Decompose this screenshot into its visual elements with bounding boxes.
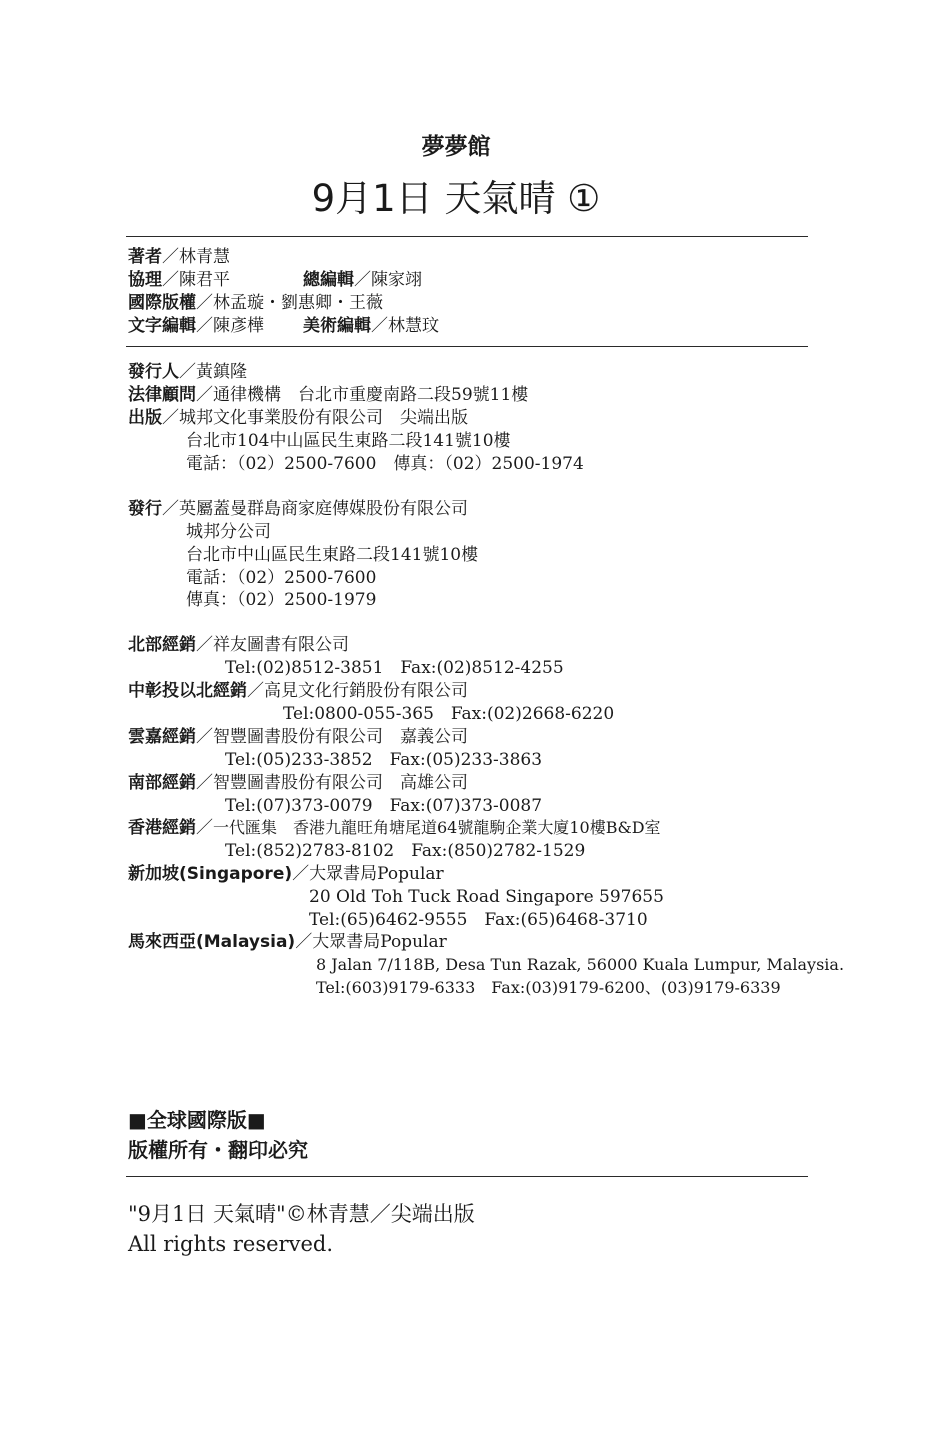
separator: ／ xyxy=(196,293,213,313)
chief-editor-label: 總編輯 xyxy=(303,270,354,290)
dealer-contact: Tel:(852)2783-8102 Fax:(850)2782-1529 xyxy=(225,841,586,861)
publish-address: 台北市104中山區民生東路二段141號10樓 xyxy=(186,431,511,451)
separator: ／ xyxy=(196,316,213,336)
distribution-line xyxy=(128,498,468,520)
dealer-malaysia xyxy=(128,931,447,953)
separator: ／ xyxy=(196,635,213,655)
dealer-contact: Tel:(05)233-3852 Fax:(05)233-3863 xyxy=(225,750,543,770)
legal-line xyxy=(128,384,528,406)
dealer-name: 大眾書局Popular xyxy=(309,864,444,884)
dealer-contact: Tel:(02)8512-3851 Fax:(02)8512-4255 xyxy=(225,658,564,678)
dealer-name: 智豐圖書股份有限公司 嘉義公司 xyxy=(213,727,468,747)
dealer-contact: Tel:(65)6462-9555 Fax:(65)6468-3710 xyxy=(309,910,648,930)
publish-value: 城邦文化事業股份有限公司 尖端出版 xyxy=(179,408,468,428)
dealer-label: 雲嘉經銷 xyxy=(128,727,196,747)
text-editor-value: 陳彥樺 xyxy=(213,316,264,336)
intl-rights-line xyxy=(128,292,383,314)
publish-line xyxy=(128,407,468,429)
separator: ／ xyxy=(162,408,179,428)
divider-top xyxy=(126,236,808,237)
author-label: 著者 xyxy=(128,247,162,267)
dealer-central xyxy=(128,680,468,702)
distribution-phone: 電話：（02）2500-7600 xyxy=(186,568,377,588)
dealer-name: 智豐圖書股份有限公司 高雄公司 xyxy=(213,773,468,793)
distribution-value: 英屬蓋曼群島商家庭傳媒股份有限公司 xyxy=(179,499,468,519)
assist-line xyxy=(128,269,230,291)
art-editor-line xyxy=(303,315,439,337)
text-editor-label: 文字編輯 xyxy=(128,316,196,336)
legal-label: 法律顧問 xyxy=(128,385,196,405)
issuer-label: 發行人 xyxy=(128,362,179,382)
author-value: 林青慧 xyxy=(179,247,230,267)
series-name: 夢夢館 xyxy=(421,134,491,160)
separator: ／ xyxy=(354,270,371,290)
dealer-label: 馬來西亞(Malaysia) xyxy=(128,932,296,952)
issuer-line xyxy=(128,361,247,383)
intl-rights-value: 林孟璇・劉惠卿・王薇 xyxy=(213,293,383,313)
dealer-label: 新加坡(Singapore) xyxy=(128,864,293,884)
dealer-south xyxy=(128,772,468,794)
separator: ／ xyxy=(371,316,388,336)
art-editor-value: 林慧玟 xyxy=(388,316,439,336)
distribution-fax: 傳真：（02）2500-1979 xyxy=(186,590,377,610)
dealer-contact: Tel:(603)9179-6333 Fax:(03)9179-6200、(03)9179-6339 xyxy=(316,978,781,997)
assist-value: 陳君平 xyxy=(179,270,230,290)
chief-editor-value: 陳家翊 xyxy=(371,270,422,290)
dealer-name: 高見文化行銷股份有限公司 xyxy=(264,681,468,701)
divider-middle xyxy=(126,346,808,347)
dealer-address: 20 Old Toh Tuck Road Singapore 597655 xyxy=(309,887,664,907)
separator: ／ xyxy=(295,932,313,952)
author-line xyxy=(128,246,230,268)
global-edition: ■全球國際版■ xyxy=(128,1108,266,1132)
divider-bottom xyxy=(126,1176,808,1177)
separator: ／ xyxy=(162,270,179,290)
dealer-label: 南部經銷 xyxy=(128,773,196,793)
dealer-name: 大眾書局Popular xyxy=(312,932,447,952)
intl-rights-label: 國際版權 xyxy=(128,293,196,313)
separator: ／ xyxy=(196,773,213,793)
art-editor-label: 美術編輯 xyxy=(303,316,371,336)
distribution-branch: 城邦分公司 xyxy=(186,522,271,542)
dealer-hongkong xyxy=(128,817,661,839)
publish-phone: 電話：（02）2500-7600 傳真：（02）2500-1974 xyxy=(186,454,584,474)
separator: ／ xyxy=(247,681,264,701)
dealer-address: 8 Jalan 7/118B, Desa Tun Razak, 56000 Kuala Lumpur, Malaysia. xyxy=(316,955,845,974)
dealer-name: 一代匯集 香港九龍旺角塘尾道64號龍駒企業大廈10樓B&D室 xyxy=(213,818,661,837)
rights-reserved-zh: 版權所有・翻印必究 xyxy=(128,1138,308,1162)
dealer-yunjia xyxy=(128,726,468,748)
legal-value: 通律機構 台北市重慶南路二段59號11樓 xyxy=(213,385,529,405)
dealer-north xyxy=(128,634,349,656)
book-title: 9月1日 天氣晴 ① xyxy=(311,177,601,220)
distribution-label: 發行 xyxy=(128,499,162,519)
dealer-contact: Tel:0800-055-365 Fax:(02)2668-6220 xyxy=(283,704,615,724)
chief-editor-line xyxy=(303,269,422,291)
all-rights-reserved: All rights reserved. xyxy=(128,1232,334,1256)
separator: ／ xyxy=(196,385,213,405)
separator: ／ xyxy=(196,727,213,747)
publish-label: 出版 xyxy=(128,408,162,428)
dealer-label: 中彰投以北經銷 xyxy=(128,681,247,701)
dealer-label: 香港經銷 xyxy=(128,818,196,838)
separator: ／ xyxy=(196,818,213,838)
dealer-name: 祥友圖書有限公司 xyxy=(213,635,349,655)
issuer-value: 黃鎮隆 xyxy=(196,362,247,382)
separator: ／ xyxy=(162,499,179,519)
text-editor-line xyxy=(128,315,264,337)
separator: ／ xyxy=(292,864,310,884)
distribution-address: 台北市中山區民生東路二段141號10樓 xyxy=(186,545,479,565)
separator: ／ xyxy=(162,247,179,267)
assist-label: 協理 xyxy=(128,270,162,290)
dealer-singapore xyxy=(128,863,444,885)
separator: ／ xyxy=(179,362,196,382)
dealer-label: 北部經銷 xyxy=(128,635,196,655)
dealer-contact: Tel:(07)373-0079 Fax:(07)373-0087 xyxy=(225,796,543,816)
copyright-line: "9月1日 天氣晴"©林青慧／尖端出版 xyxy=(128,1202,475,1226)
